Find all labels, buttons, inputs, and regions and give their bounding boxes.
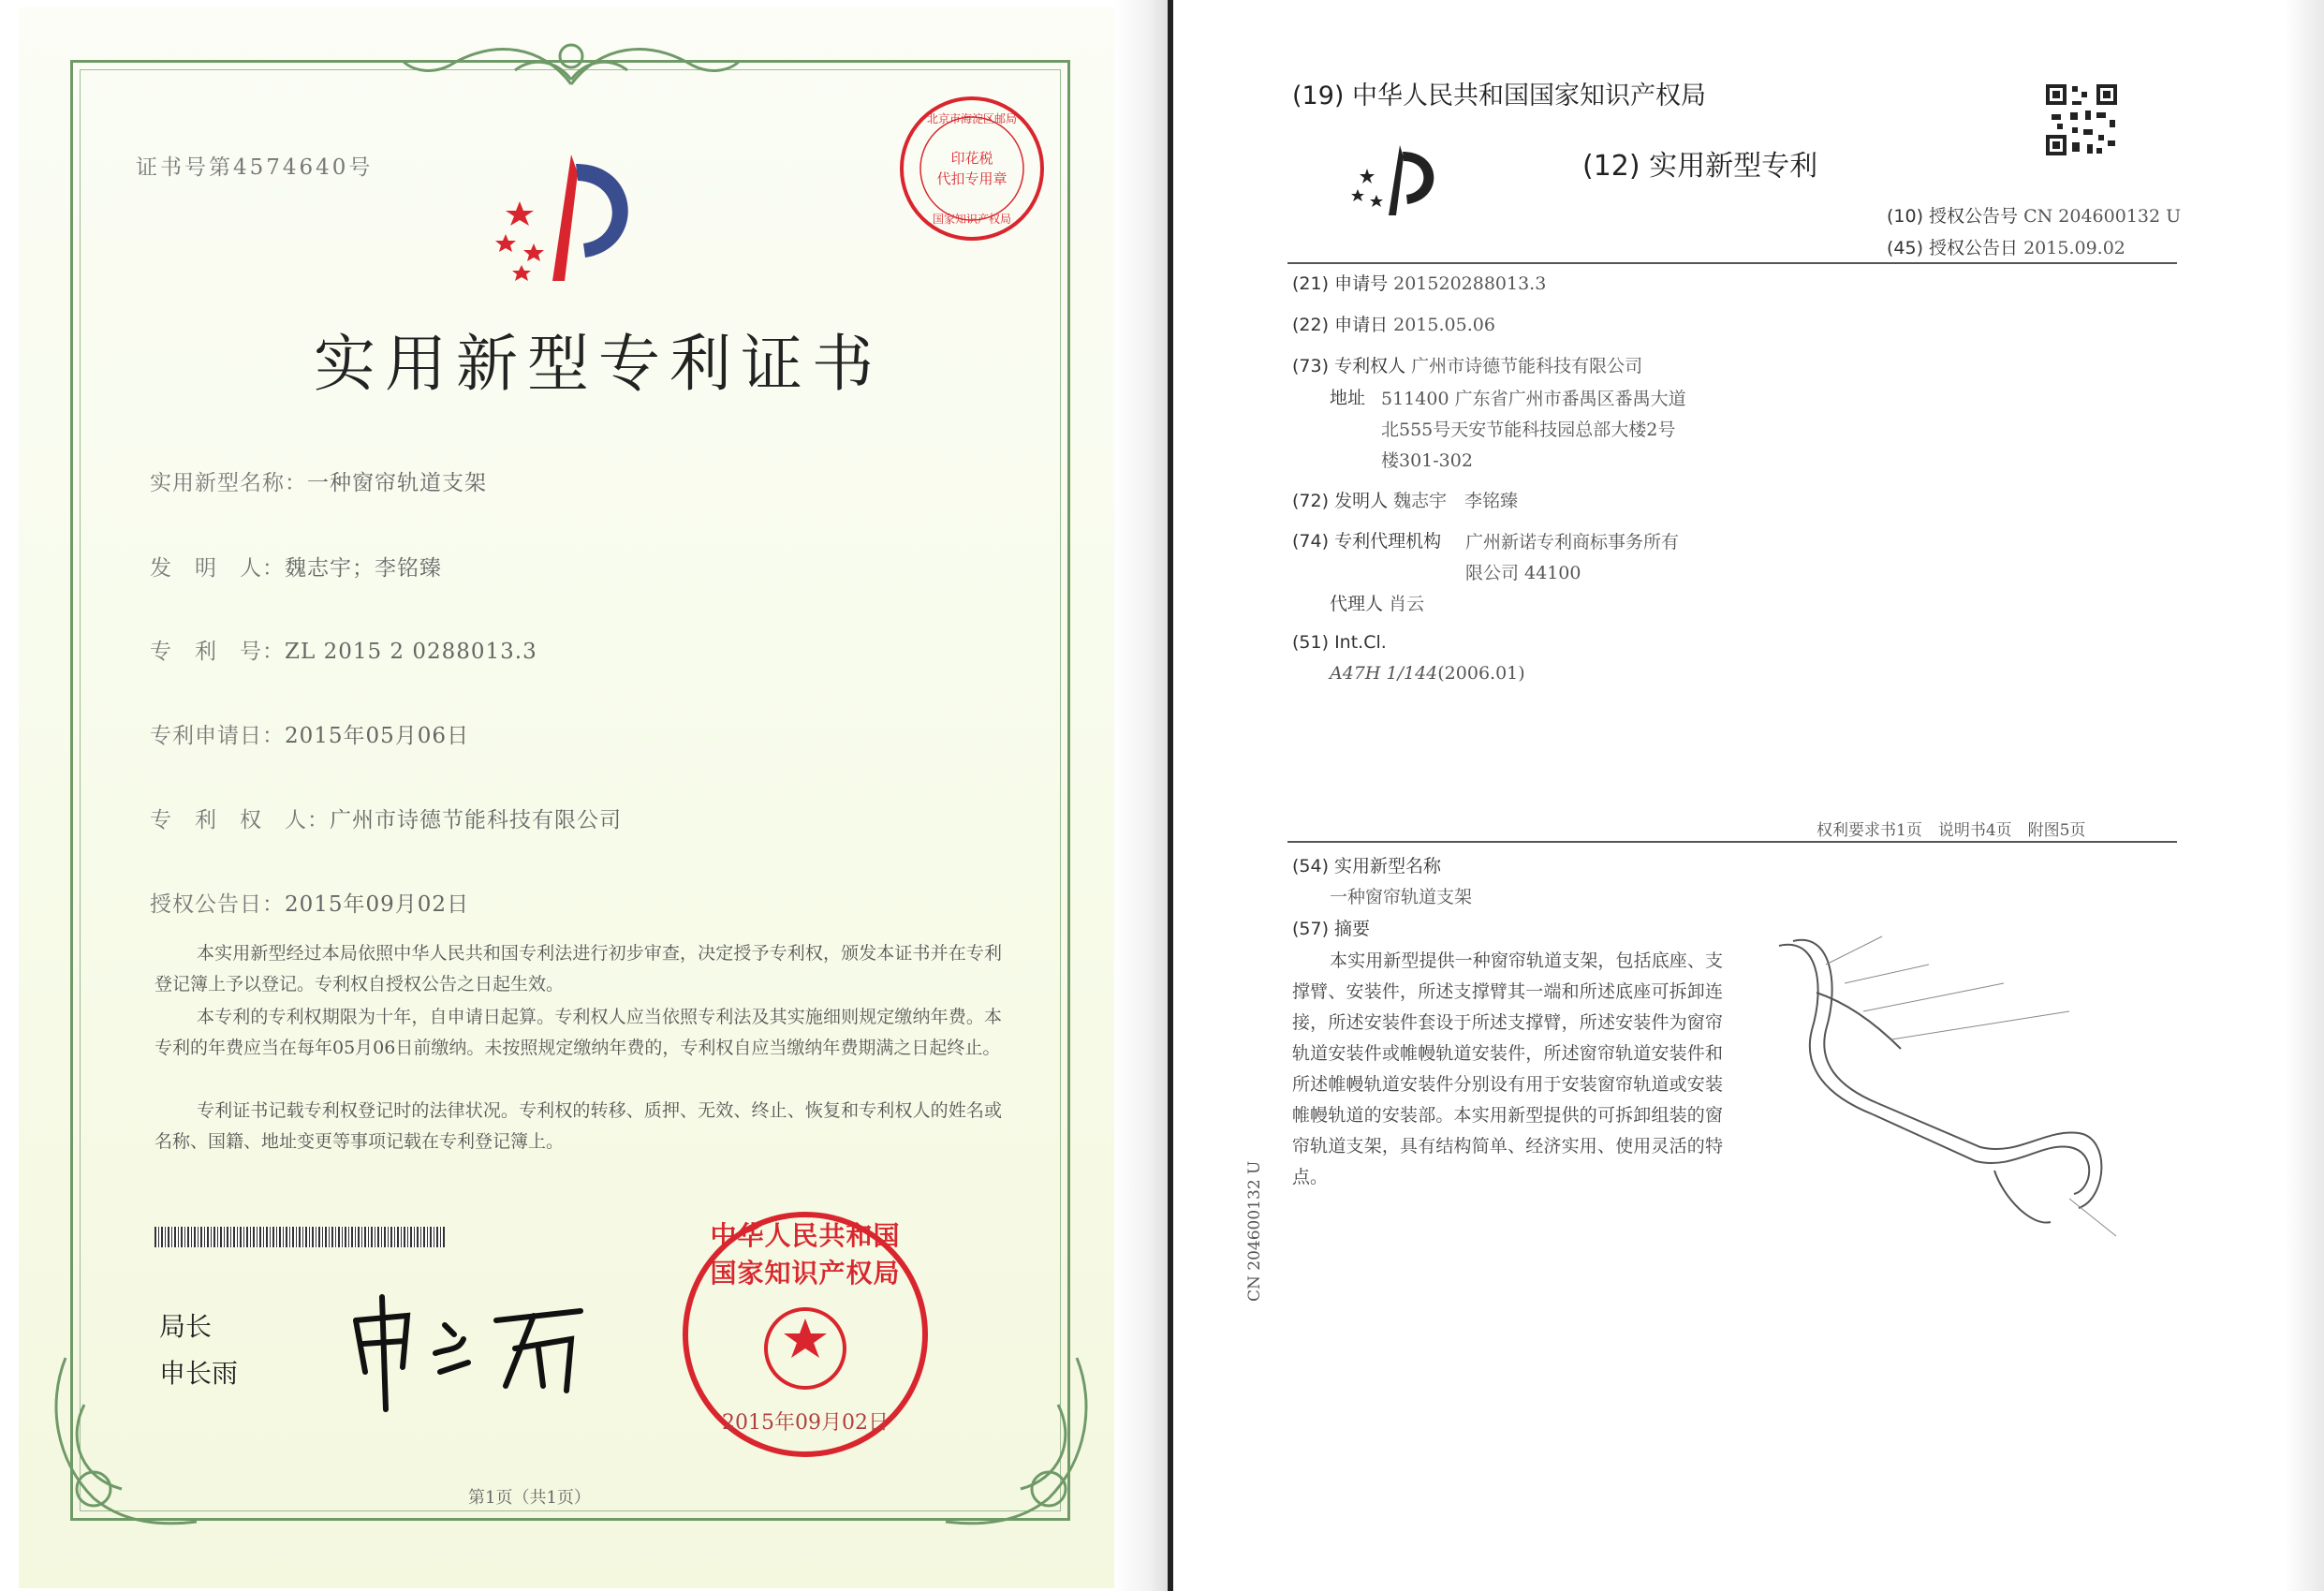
- office-stamp-date: 2015年09月02日: [722, 1411, 889, 1435]
- field-patentee: 专 利 权 人：广州市诗德节能科技有限公司: [150, 808, 622, 832]
- field-inventor: 发 明 人：魏志宇；李铭臻: [150, 556, 442, 581]
- row-agency-label: (74) 专利代理机构: [1292, 531, 1442, 552]
- certificate-paragraph-2: 本专利的专利权期限为十年，自申请日起算。专利权人应当依照专利法及其实施细则规定缴纳年费。本专利的年费应当在每年05月06日前缴纳。未按照规定缴纳年费的，专利权自应当缴纳年费期满之日起终止。: [154, 1007, 1002, 1058]
- row-application-number: (21) 申请号 201520288013.3: [1292, 273, 1547, 294]
- publication-doc-type: (12) 实用新型专利: [1582, 150, 1818, 183]
- utility-name-label: (54) 实用新型名称: [1292, 856, 1442, 877]
- pages-rule: [1287, 841, 2177, 843]
- tax-stamp-line-1: 北京市海淀区邮局: [926, 112, 1017, 125]
- field-utility-name: 实用新型名称：一种窗帘轨道支架: [150, 471, 487, 495]
- publication-logo-icon: [1344, 140, 1456, 220]
- address-block: [1381, 384, 1686, 477]
- agency-line-2: 限公司 44100: [1465, 563, 1581, 583]
- top-ornament-icon: [393, 28, 749, 98]
- row-inventor: (72) 发明人 魏志宇 李铭臻: [1292, 491, 1519, 511]
- certificate-paragraph-1: 本实用新型经过本局依照中华人民共和国专利法进行初步审查，决定授予专利权，颁发本证书并在专利登记簿上予以登记。专利权自授权公告之日起生效。: [154, 943, 1002, 994]
- tax-stamp-line-3: 代扣专用章: [936, 170, 1008, 187]
- field-application-date: 专利申请日：2015年05月06日: [150, 724, 470, 748]
- certificate-page-number: 第1页（共1页）: [468, 1488, 591, 1508]
- row-intcl: (51) Int.Cl.: [1292, 632, 1387, 653]
- director-title: 局长: [159, 1311, 213, 1342]
- tax-stamp-line-4: 国家知识产权局: [932, 213, 1011, 226]
- abstract-label: (57) 摘要: [1292, 919, 1371, 939]
- publication-office: (19) 中华人民共和国国家知识产权局: [1292, 81, 1707, 110]
- certificate-title: 实用新型专利证书: [314, 328, 883, 400]
- barcode: [154, 1227, 445, 1247]
- header-rule: [1287, 262, 2177, 264]
- pages-note: 权利要求书1页 说明书4页 附图5页: [1817, 821, 2086, 840]
- director-signature: [337, 1283, 599, 1414]
- office-stamp: [679, 1208, 932, 1461]
- intcl-value: A47H 1/144(2006.01): [1330, 663, 1525, 684]
- qr-code-icon: [2044, 82, 2119, 157]
- publication-page-shadow: [2285, 0, 2324, 1591]
- bracket-drawing: [1760, 927, 2172, 1264]
- agency-line-1: 广州新诺专利商标事务所有: [1465, 532, 1680, 552]
- publication-page: [1173, 0, 2324, 1591]
- page-gap: [1114, 0, 1170, 1591]
- certificate-number: 证书号第4574640号: [136, 155, 374, 180]
- abstract-text: 本实用新型提供一种窗帘轨道支架，包括底座、支撑臂、安装件，所述支撑臂其一端和所述底座可拆卸连接，所述安装件套设于所述支撑臂，所述安装件为窗帘轨道安装件或帷幔轨道安装件，所述窗帘轨道安装件和所述帷幔轨道安装件分别设有用于安装窗帘轨道或安装帷幔轨道的安装部。本实用新型提供的可拆卸组装的窗帘轨道支架，具有结构简单、经济实用、使用灵活的特点。: [1292, 950, 1723, 1187]
- side-publication-id: CN 204600132 U: [1245, 1160, 1264, 1302]
- field-patent-number: 专 利 号：ZL 2015 2 0288013.3: [150, 640, 537, 664]
- publication-number: (10) 授权公告号 CN 204600132 U: [1887, 206, 2182, 227]
- tax-stamp: [897, 94, 1047, 243]
- director-name: 申长雨: [159, 1358, 239, 1389]
- row-application-date: (22) 申请日 2015.05.06: [1292, 315, 1495, 335]
- tax-stamp-line-2: 印花税: [950, 150, 993, 167]
- bottom-right-ornament-icon: [927, 1348, 1114, 1545]
- agency-block: [1465, 527, 1679, 589]
- row-patentee: (73) 专利权人 广州市诗德节能科技有限公司: [1292, 356, 1643, 376]
- office-stamp-text: 中华人民共和国国家知识产权局: [710, 1220, 901, 1289]
- address-line-1: 511400 广东省广州市番禺区番禺大道: [1381, 389, 1686, 409]
- row-agent: 代理人 肖云: [1330, 594, 1425, 614]
- address-label: 地址: [1330, 388, 1366, 408]
- publication-date: (45) 授权公告日 2015.09.02: [1887, 238, 2125, 258]
- address-line-2: 北555号天安节能科技园总部大楼2号: [1381, 420, 1676, 440]
- certificate-paragraph-3: 专利证书记载专利权登记时的法律状况。专利权的转移、质押、无效、终止、恢复和专利权人的姓名或名称、国籍、地址变更等事项记载在专利登记簿上。: [154, 1100, 1002, 1152]
- utility-name-value: 一种窗帘轨道支架: [1330, 887, 1473, 907]
- field-grant-date: 授权公告日：2015年09月02日: [150, 892, 470, 917]
- address-line-3: 楼301-302: [1381, 450, 1473, 471]
- patent-office-logo-icon: [482, 145, 660, 286]
